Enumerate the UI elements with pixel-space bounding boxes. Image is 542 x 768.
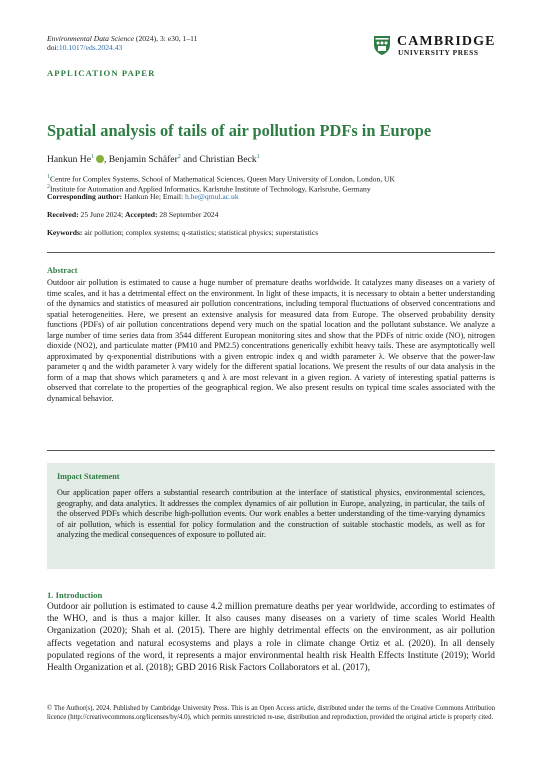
- affiliation-marker: 1: [256, 154, 260, 160]
- abstract-heading: Abstract: [47, 266, 78, 275]
- affiliation-number: 2: [47, 184, 50, 190]
- paper-type: APPLICATION PAPER: [47, 68, 156, 78]
- author-name: and Christian Beck: [180, 154, 257, 166]
- license-footer: © The Author(s), 2024. Published by Cambridge University Press. This is an Open Access article, distributed under the terms of the Creative Commons Attribution licence (http://creativecommons.org/licenses/by/4.0), which permits unrestricted re-use, distribution and reproduction, provided the original article is properly cited.: [47, 705, 495, 721]
- accepted-label: Accepted:: [125, 210, 158, 219]
- affiliation-number: 1: [47, 174, 50, 180]
- dates-line: [47, 210, 507, 220]
- doi-link[interactable]: 10.1017/eds.2024.43: [58, 43, 123, 52]
- received-label: Received:: [47, 210, 79, 219]
- section-divider: [47, 252, 495, 253]
- received-date: 25 June 2024;: [78, 210, 126, 219]
- publisher-subname: UNIVERSITY PRESS: [398, 48, 479, 57]
- keywords-label: Keywords:: [47, 228, 83, 237]
- corresponding-text: Hankun He; Email:: [122, 192, 186, 201]
- keywords-line: [47, 228, 507, 238]
- publisher-name: CAMBRIDGE: [397, 34, 496, 49]
- section-divider: [47, 450, 495, 451]
- impact-heading: Impact Statement: [57, 472, 120, 481]
- journal-name: Environmental Data Science: [47, 34, 135, 43]
- accepted-date: 28 September 2024: [157, 210, 219, 219]
- publisher-logo: [371, 34, 501, 58]
- affiliation-text: Institute for Automation and Applied Informatics, Karlsruhe Institute of Technology, Karlsruhe, Germany: [50, 184, 371, 194]
- affiliation-marker: 1: [90, 154, 94, 160]
- author-list: [47, 151, 260, 166]
- doi-prefix: doi:: [47, 43, 59, 52]
- section-heading: 1. Introduction: [47, 590, 103, 600]
- article-title: Spatial analysis of tails of air pollution PDFs in Europe: [47, 121, 432, 140]
- affiliation-marker: 2: [177, 154, 181, 160]
- journal-info: (2024), 3: e30, 1–11: [134, 34, 198, 43]
- impact-statement-box: [47, 463, 495, 569]
- corresponding-author: [47, 192, 507, 202]
- impact-text: Our application paper offers a substantial research contribution at the interface of statistical physics, environmental sciences, geography, and data analytics. It addresses the complex dynamics of air pollution in Europe, analyzing, in particular, the tails of the observed PDFs which describe high-pollution events. Our work enables a better understanding of the time-varying dynamics of air pollution, which is essential for policy formulation and the construction of suitable stochastic models, as well as for analyzing the medical consequences of exposure to polluted air.: [57, 488, 485, 540]
- affiliation-text: Centre for Complex Systems, School of Mathematical Sciences, Queen Mary University of London, London, UK: [50, 174, 396, 184]
- author-name: , Benjamin Schäfer: [103, 154, 178, 166]
- corresponding-label: Corresponding author:: [47, 192, 123, 201]
- introduction-text: Outdoor air pollution is estimated to cause 4.2 million premature deaths per year worldwide, according to estimates of the WHO, and is thus a major killer. It also causes many diseases on a variety of time scales World Health Organization (2020); Shah et al. (2015). There are highly detrimental effects on the environment, as air pollution affects vegetation and natural ecosystems and plays a role in climate change Ortiz et al. (2020). In all densely populated regions of the word, it represents a major environmental health risk Health Effects Institute (2019); World Health Organization et al. (2018); GBD 2016 Risk Factors Collaborators et al. (2017),: [47, 602, 495, 674]
- author-name: Hankun He: [47, 154, 91, 166]
- email-link[interactable]: h.he@qmul.ac.uk: [185, 192, 239, 201]
- doi-line: [47, 43, 122, 53]
- keywords: air pollution; complex systems; q-statistics; statistical physics; superstatistics: [82, 228, 319, 237]
- abstract-text: Outdoor air pollution is estimated to cause a huge number of premature deaths worldwide. It catalyzes many diseases on a variety of time scales, and it has a detrimental effect on the environment. In light of these impacts, it is necessary to obtain a better understanding of the dynamics and statistics of measured air pollution concentrations, including temporal fluctuations of observed concentrations and spatial heterogeneities. Here, we present an extensive analysis for measured data from Europe. The observed probability density functions (PDFs) of air pollution concentrations depend very much on the spatial location and the pollutant substance. We analyze a large number of time series data from 3544 different European monitoring sites and show that the PDFs of nitric oxide (NO), nitrogen dioxide (NO2), and particulate matter (PM10 and PM2.5) concentrations generically exhibit heavy tails. These are asymptotically well approximated by q-exponential distributions with a given entropic index q and width parameter λ. We observe that the power-law parameter q and the width parameter λ vary widely for the different spatial locations. We present the results of our data analysis in the form of a map that shows which parameters q and λ are most relevant in a given region. A variety of interesting spatial patterns is observed that correlate to the properties of the geographical region. We also present results on typical time scales associated with the dynamical behavior.: [47, 278, 495, 404]
- orcid-icon[interactable]: [96, 155, 104, 163]
- crest-icon: [371, 34, 393, 56]
